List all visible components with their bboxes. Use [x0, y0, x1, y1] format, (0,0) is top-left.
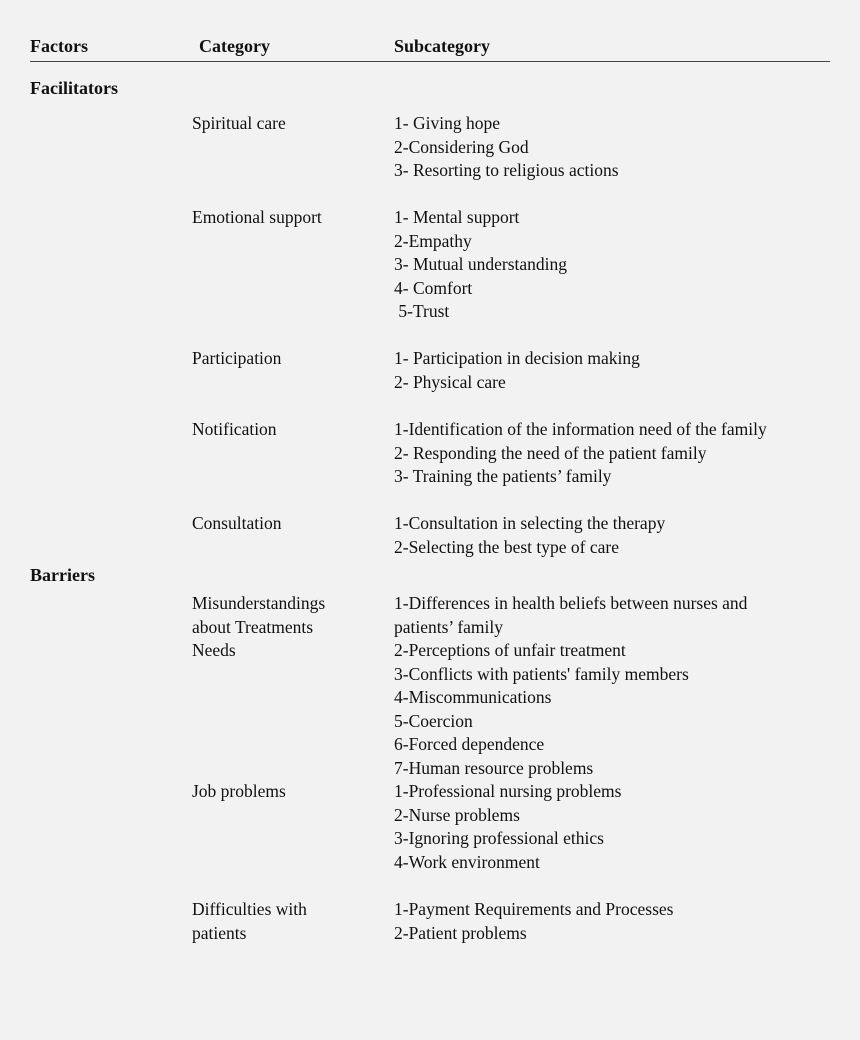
category-line: Difficulties with	[192, 899, 307, 919]
subcategory-item: 1-Professional nursing problems	[394, 781, 622, 801]
subcategory-list	[394, 780, 621, 874]
section-barriers: Barriers	[30, 565, 95, 585]
subcategory-list	[394, 112, 619, 183]
subcategory-item: 1-Differences in health beliefs between nurses and	[394, 593, 748, 613]
subcategory-item: 5-Trust	[394, 301, 450, 321]
header-subcategory: Subcategory	[394, 36, 490, 56]
header-factors: Factors	[30, 36, 88, 56]
subcategory-item: 6-Forced dependence	[394, 734, 545, 754]
subcategory-list	[394, 206, 567, 324]
subcategory-item: 1-Consultation in selecting the therapy	[394, 513, 666, 533]
subcategory-item: 1- Mental support	[394, 207, 520, 227]
category-line: patients	[192, 922, 247, 943]
subcategory-item: 4-Work environment	[394, 851, 540, 872]
header-rule	[30, 61, 830, 62]
subcategory-list	[394, 898, 673, 945]
subcategory-item: 2- Physical care	[394, 371, 506, 392]
category-cell	[192, 512, 281, 536]
subcategory-item: patients’ family	[394, 616, 504, 637]
subcategory-list	[394, 512, 665, 559]
subcategory-item: 1-Payment Requirements and Processes	[394, 899, 674, 919]
category-line: Spiritual care	[192, 113, 286, 133]
header-category: Category	[199, 36, 270, 56]
subcategory-item: 2-Considering God	[394, 136, 529, 157]
subcategory-item: 1- Participation in decision making	[394, 348, 640, 368]
subcategory-item: 2- Responding the need of the patient family	[394, 442, 707, 463]
subcategory-item: 4- Comfort	[394, 277, 473, 298]
subcategory-item: 3- Mutual understanding	[394, 254, 568, 274]
category-cell	[192, 347, 281, 371]
section-facilitators: Facilitators	[30, 78, 118, 98]
category-cell	[192, 898, 307, 945]
subcategory-item: 2-Empathy	[394, 230, 472, 251]
subcategory-item: 2-Selecting the best type of care	[394, 536, 619, 557]
category-line: about Treatments	[192, 616, 314, 637]
category-cell	[192, 592, 325, 663]
category-line: Participation	[192, 348, 282, 368]
subcategory-item: 3- Resorting to religious actions	[394, 160, 619, 180]
subcategory-item: 3- Training the patients’ family	[394, 466, 612, 486]
category-line: Notification	[192, 419, 277, 439]
subcategory-item: 3-Ignoring professional ethics	[394, 828, 604, 848]
subcategory-list	[394, 418, 767, 489]
subcategory-item: 1- Giving hope	[394, 113, 500, 133]
category-cell	[192, 418, 277, 442]
subcategory-item: 4-Miscommunications	[394, 687, 552, 707]
category-line: Emotional support	[192, 207, 322, 227]
subcategory-item: 2-Nurse problems	[394, 804, 520, 825]
category-line: Needs	[192, 640, 236, 660]
subcategory-item: 5-Coercion	[394, 710, 473, 731]
category-cell	[192, 780, 286, 804]
category-line: Misunderstandings	[192, 593, 326, 613]
category-cell	[192, 206, 322, 230]
subcategory-item: 1-Identification of the information need of the family	[394, 419, 767, 439]
subcategory-item: 7-Human resource problems	[394, 757, 594, 778]
category-line: Consultation	[192, 513, 282, 533]
subcategory-item: 2-Perceptions of unfair treatment	[394, 640, 626, 660]
subcategory-list	[394, 592, 747, 780]
subcategory-item: 2-Patient problems	[394, 922, 527, 943]
category-line: Job problems	[192, 781, 286, 801]
category-cell	[192, 112, 286, 136]
subcategory-list	[394, 347, 640, 394]
subcategory-item: 3-Conflicts with patients' family members	[394, 663, 689, 684]
